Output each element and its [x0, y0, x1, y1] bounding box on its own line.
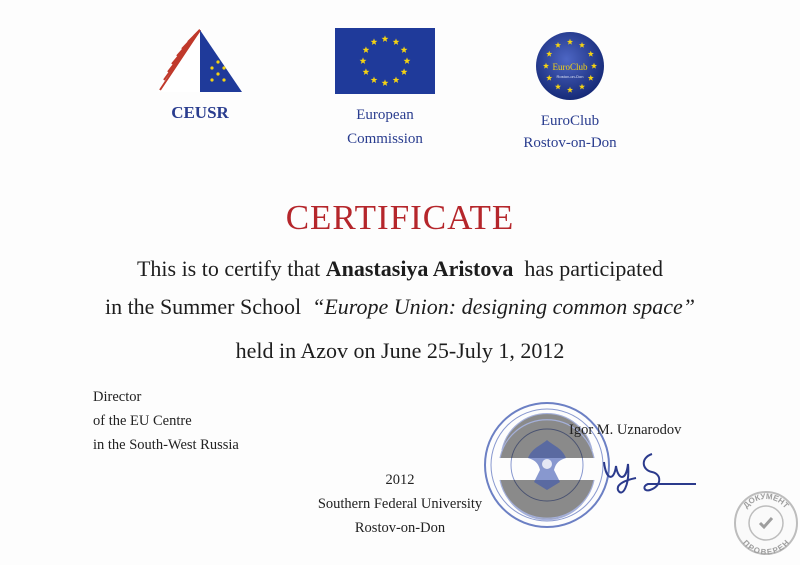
footer-year: 2012	[385, 472, 415, 488]
european-commission-caption-2: Commission	[347, 131, 423, 147]
ceusr-caption: CEUSR	[171, 103, 229, 122]
eu-flag-icon	[335, 28, 435, 94]
director-title: Director	[93, 389, 142, 405]
school-prefix: in the Summer School	[104, 294, 313, 319]
verified-stamp-icon	[733, 490, 799, 556]
footer-block	[0, 468, 800, 540]
certificate-title: CERTIFICATE	[285, 198, 515, 237]
european-commission-logo	[320, 28, 450, 147]
euroclub-logo	[505, 30, 635, 151]
event-dates-line: held in Azov on June 25-July 1, 2012	[235, 338, 565, 363]
footer-university: Southern Federal University	[317, 496, 483, 512]
signer-name: Igor M. Uznarodov	[569, 422, 682, 438]
school-line	[0, 294, 800, 320]
certify-line	[0, 256, 800, 282]
euroclub-caption-1: EuroClub	[540, 113, 600, 129]
european-commission-caption-1: European	[356, 107, 414, 123]
director-block	[93, 385, 239, 457]
certify-prefix: This is to certify that	[136, 256, 326, 281]
director-org: of the EU Centre	[93, 413, 192, 429]
ceusr-triangle-icon	[150, 28, 250, 94]
certify-suffix: has participated	[513, 256, 664, 281]
euroclub-caption-2: Rostov-on-Don	[523, 135, 617, 151]
stamp-text-top: ДОКУМЕНТ	[741, 491, 791, 511]
ceusr-logo	[150, 28, 250, 121]
euroclub-badge-text: EuroClub	[552, 62, 588, 72]
euroclub-badge-icon	[534, 30, 606, 102]
recipient-name: Anastasiya Aristova	[325, 256, 514, 281]
euroclub-badge-subtext: Rostov-on-Don	[556, 74, 584, 79]
school-name: “Europe Union: designing common space”	[312, 294, 696, 319]
director-region: in the South-West Russia	[93, 437, 239, 453]
footer-city: Rostov-on-Don	[354, 520, 446, 536]
stamp-text-bottom: ПРОВЕРЕН	[740, 538, 792, 556]
